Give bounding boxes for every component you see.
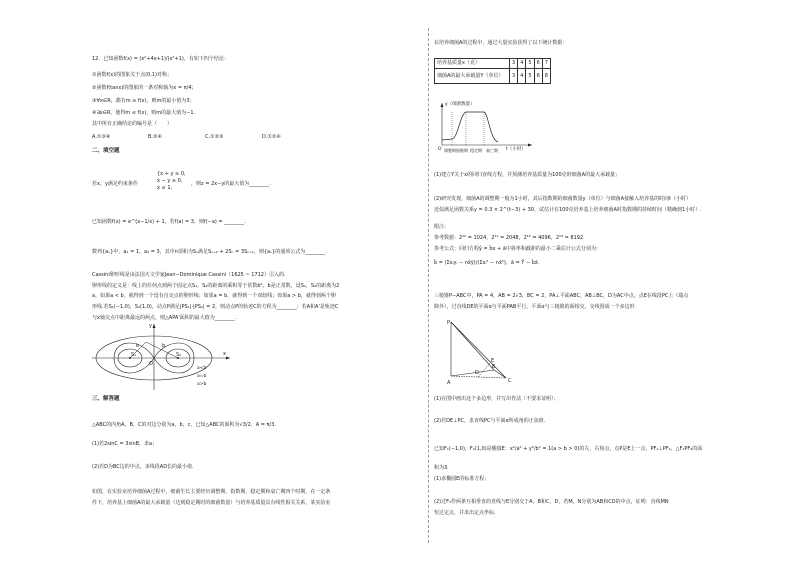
q18-line-2: 件下，培养基上细菌A的最大承载量（达到稳定期时的细菌数量）与培养基质量具有线性相关关系，某实验室 xyxy=(92,500,331,506)
q20-part-2-line-2: 恒过定点，并求出定点坐标. xyxy=(434,510,496,516)
q12-choice-a: A.①③④ xyxy=(92,134,111,140)
fig-origin-label: O xyxy=(149,361,153,367)
phase-decline-label: 衰亡期 xyxy=(486,148,498,153)
q15-text: 数列{aₙ}中，a₁ = 1，a₂ = 3，其中n项和为Sₙ满足Sₙ₊₂ + 2Sₙ = 3Sₙ₊₁，则{aₙ}的通项公式为________. xyxy=(92,249,327,255)
fig-a-equal-b-label: a=b xyxy=(197,374,207,379)
q12-choice-c: C.①②③ xyxy=(205,134,224,140)
table-row xyxy=(435,69,551,84)
t-axis-arrow xyxy=(528,144,532,147)
table-cell: 6 xyxy=(534,59,542,69)
growth-curve-line xyxy=(442,112,498,142)
q13-constraint-system: {x + y ≥ 0, x − y ≥ 0, x ≤ 1, xyxy=(157,171,186,191)
q17-part-2: (2)若D为BC边的中点，求线段AD长的最小值. xyxy=(92,464,194,470)
fig-b-label-1: b xyxy=(136,343,140,349)
y-axis-arrow xyxy=(153,324,156,328)
q14-text: 已知函数f(x) = e^(x−1/x) + 1，若f(a) = 3，则f(−a) = ________. xyxy=(92,219,246,225)
q16-line-5: 与x轴交点中距离最远的两点，则△APA'面积的最大值为________. xyxy=(92,315,237,321)
reference-formula: 参考公式：回归方程ŷ = b̂x + â中斜率和截距的最小二乘估计公式分别为： xyxy=(434,246,601,252)
reference-heading: 附注： xyxy=(434,224,450,230)
cassini-oval-figure xyxy=(92,322,232,392)
reference-data: 参考数据：2¹⁰ = 1024，2¹¹ = 2048，2¹² = 4096，2¹³ = 8192. xyxy=(434,235,585,241)
fig-b-label-2: b xyxy=(162,343,166,349)
q12-stem: 12．已知函数f(x) = (x²+4x+1)/(x²+1)，有如下四个结论： xyxy=(92,56,229,62)
phase-exponential-label: 指数期 xyxy=(456,148,468,153)
q18-data-table xyxy=(434,58,551,84)
q19-stem-line-2: 除外），过直线DE的平面α与平面PAB平行，平面α与三棱锥的面相交，交线围成一个多边形. xyxy=(434,304,637,310)
growth-x-label: t（小时） xyxy=(506,147,526,152)
q20-part-1: (1)求椭圆E的标准方程； xyxy=(434,476,490,482)
section-fill-in-heading: 二、填空题 xyxy=(92,148,120,154)
q16-line-3: a，如果a < b，就得到一个没有自交点的卵形线；如果a = b，就得到一个双纽线；如果a > b，就得到两个卵 xyxy=(92,293,336,299)
table-cell: 4 xyxy=(518,59,526,69)
point-d-label: D xyxy=(475,370,479,376)
vertex-b-label: B xyxy=(492,364,496,370)
edge-bc xyxy=(494,370,506,378)
section-answer-heading: 三、解答题 xyxy=(92,396,120,402)
growth-origin-label: O xyxy=(438,147,442,152)
q12-choice-b: B.②④ xyxy=(148,134,162,140)
count-axis-arrow xyxy=(441,103,444,107)
fig-s2-label: S₂ xyxy=(176,352,182,358)
edge-ab xyxy=(451,370,494,376)
table-cell: 3 xyxy=(510,59,518,69)
table-cell: 8 xyxy=(542,69,550,84)
fig-x-label: x xyxy=(223,351,226,357)
table-row-2-label: 细菌A的最大承载量Y（单位） xyxy=(435,69,510,84)
table-row xyxy=(435,59,551,69)
x-axis-arrow xyxy=(226,357,230,360)
q20-part-2-line-1: (2)过F₂作两条互相垂直的直线与E分别交于A，B和C，D，若M，N分别为AB和CD的中点，证明：直线MN xyxy=(434,499,669,505)
q18-part-2-line-1: (2)研究发现，细菌A的调整期一般为1小时，其后指数期的细菌数量y（单位）与细菌A接触入培养基的时间t（小时） xyxy=(434,196,692,202)
q12-option-1: ①函数f(x)的图象关于点(0,1)对称； xyxy=(92,72,172,78)
q16-line-2: 卵形线的定义是：线上的任何点到两个固定点S₁，S₂的距离的乘积等于常数b²，b是正常数，设S₁，S₂的距离为2 xyxy=(92,283,340,289)
q13-text-b: ，则z = 2x−y的最大值为________. xyxy=(191,181,271,187)
q19-part-2: (2)若DE⊥PC，求直线PC与平面α所成角的正弦值. xyxy=(434,418,546,424)
q13-text-a: 若x，y满足约束条件 xyxy=(92,181,138,187)
q18-part-1: (1)建立Y关于x的回归直线方程，并预测培养基质量为100克时细菌A的最大承载量； xyxy=(434,172,621,178)
edge-pb xyxy=(451,322,494,370)
vertex-a-label: A xyxy=(447,380,451,386)
q20-stem-line-1: 已知F₁(−1,0)，F₂(1,0)是椭圆E：x²/a² + y²/b² = 1(a > b > 0)的左，右焦点，点P是E上一点，PF₁⊥PF₂，△F₁PF₂的面 xyxy=(434,446,703,452)
phase-stable-label: 稳定期 xyxy=(470,148,482,153)
q12-ask: 其中所有正确结论的编号是（ ） xyxy=(92,121,173,127)
q18-line-1: 如图，在实验室培养细菌A过程中，细菌生长主要经历调整期、指数期、稳定期和衰亡期四个时期，在一定条 xyxy=(92,489,331,495)
point-e-label: E xyxy=(491,358,495,364)
table-cell: 4 xyxy=(518,69,526,84)
fig-y-label: y xyxy=(149,323,152,329)
q19-stem-line-1: 三棱锥P−ABC中，PA = 4，AB = 2√3，BC = 2，PA⊥平面ABC，AB⊥BC，D为AC中点，点E在线段PC上（端点 xyxy=(434,293,689,299)
q12-option-4: ④∃x∈R，使得m ≤ f(x)，则m的最大值为−1. xyxy=(92,110,196,116)
table-cell: 7 xyxy=(542,59,550,69)
table-row-1-label: 培养基质量x（克） xyxy=(435,59,510,69)
phase-adjust-label: 调整期 xyxy=(444,148,456,153)
q16-line-4: 形线.若S₁(−1,0)，S₂(1,0)，动点P满足|PS₁|·|PS₂| = 2，则动点P的轨迹C的方程为________；若A和A'是轨迹C xyxy=(92,304,339,310)
column-divider xyxy=(428,28,429,543)
q16-line-1: Cassini卵形线是由法国天文学家Jean−Dominique Cassini（1625 ~ 1712）引入的. xyxy=(92,272,286,278)
q17-stem: △ABC的内角A，B，C的对边分别为a，b，c，已知△ABC的面积为√3/2，A = π/3. xyxy=(92,422,277,428)
growth-curve-figure xyxy=(436,100,536,162)
q12-choice-d: D.①②④ xyxy=(262,134,281,140)
tetrahedron-figure xyxy=(446,316,526,386)
vertex-c-label: C xyxy=(508,378,512,384)
segment-de xyxy=(478,363,490,377)
table-cell: 5 xyxy=(526,69,534,84)
q20-stem-line-2: 积为3. xyxy=(434,465,449,471)
table-cell: 3 xyxy=(510,69,518,84)
table-cell: 6 xyxy=(534,69,542,84)
q12-option-3: ③∀x∈R，都有m ≥ f(x)，则m的最小值为3； xyxy=(92,98,195,104)
table-cell: 5 xyxy=(526,59,534,69)
growth-y-label: y（细菌数量） xyxy=(445,102,475,107)
q12-option-2: ②函数f(tanx)的图象的一条对称轴为x = π/4； xyxy=(92,85,197,91)
vertex-p-label: P xyxy=(447,320,451,326)
fig-a-greater-b-label: a>b xyxy=(197,382,207,387)
regression-formula: b̂ = (Σxᵢyᵢ − nx̄ȳ)/(Σxᵢ² − nx̄²)，â = Ȳ − b̂x̄. xyxy=(434,260,540,266)
fig-s1-label: S₁ xyxy=(131,352,137,358)
fig-a-less-b-label: a<b xyxy=(197,366,207,371)
q18-intro: 在培养细菌A的过程中，通过大量实验获得了以下统计数据： xyxy=(434,40,568,46)
q18-part-2-line-2: 近似满足函数关系y = 0.3 × 2^(t−3) + 30，试估计在100克培养基上培养细菌A时指数期的持续时间（精确到1小时）. xyxy=(434,207,702,213)
q17-part-1: (1)若2sinC = 3sinB，求a； xyxy=(92,441,158,447)
q19-part-1: (1)在图中画出这个多边形，并写出作法（不要求证明）； xyxy=(434,396,559,402)
